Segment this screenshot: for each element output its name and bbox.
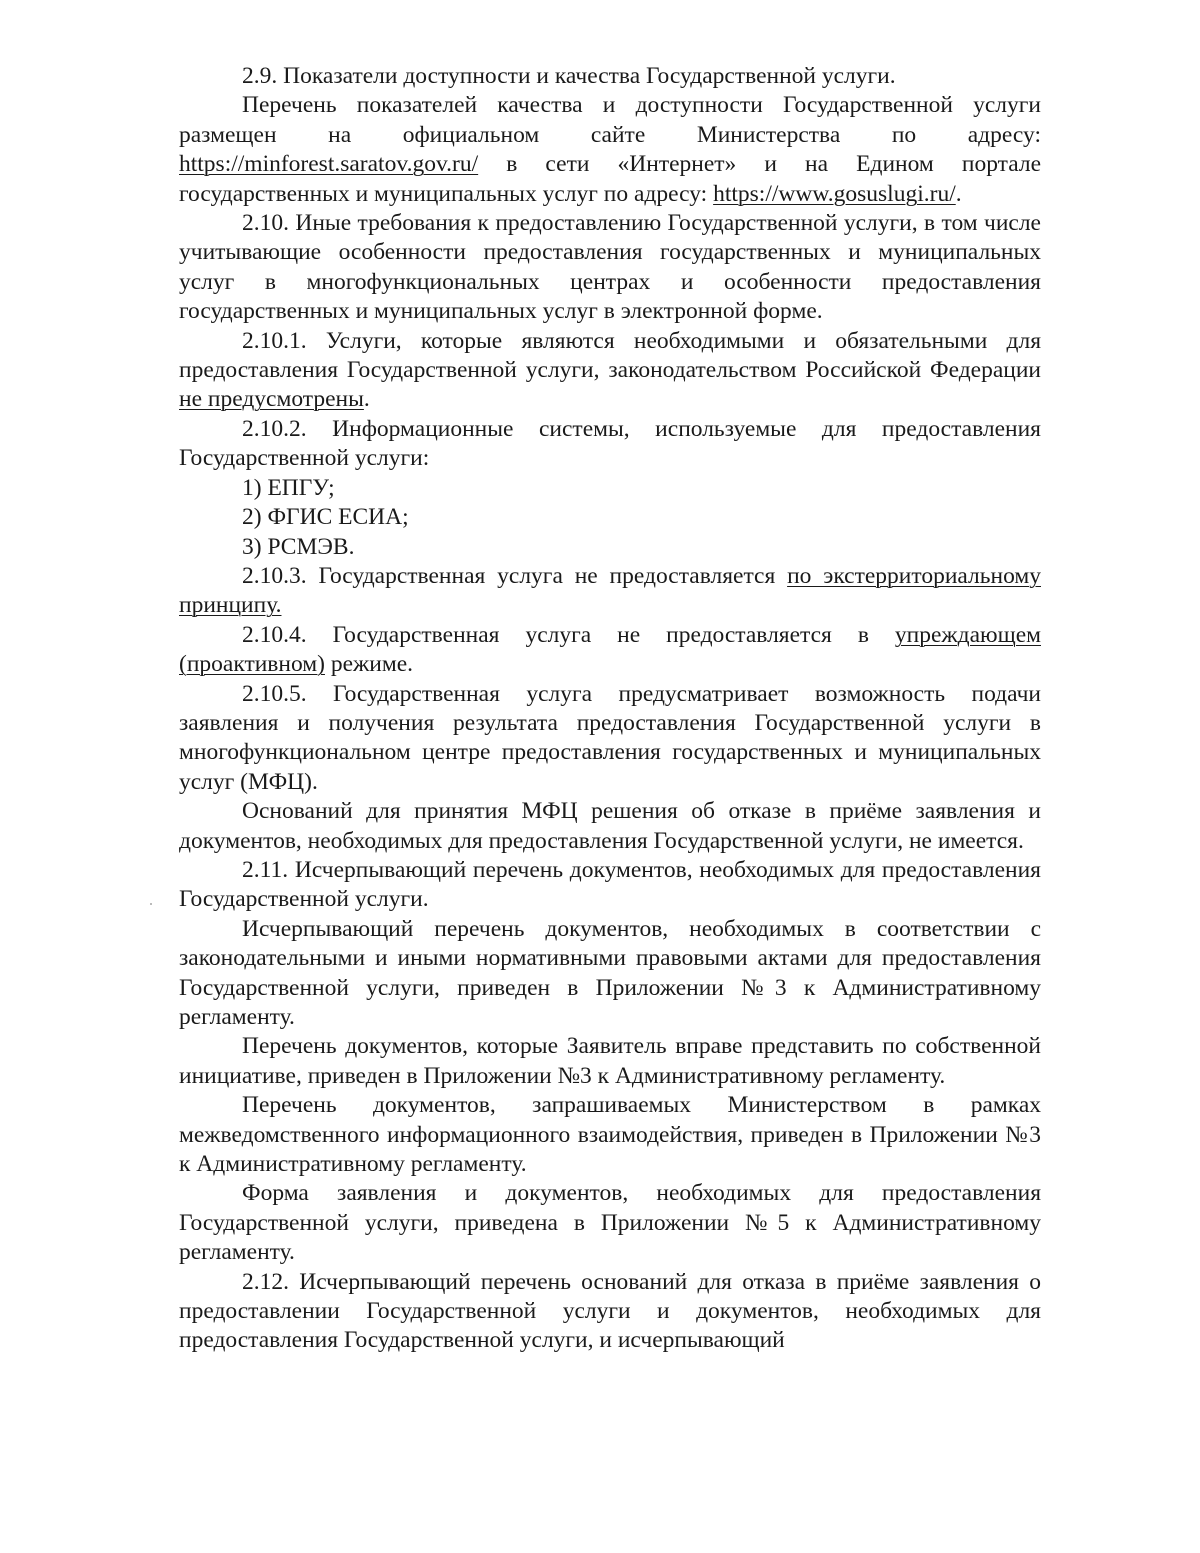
paragraph-text: . [955,180,962,207]
scan-speck [150,903,152,905]
paragraph-text: 2.10.3. Государственная услуга не предоставляется [242,562,788,589]
paragraph-interagency: Перечень документов, запрашиваемых Министерством в рамках межведомственного информационного взаимодействия, приведен в Приложении №3 к Административному регламенту. [179,1092,1041,1178]
paragraph-text: 2.10.4. Государственная услуга не предоставляется в [242,621,895,648]
list-item: 3) РСМЭВ. [242,533,355,560]
paragraph-quality-indicators [179,91,1041,209]
underlined-text: упреждающем (проактивном) [179,621,1041,678]
paragraph-mfc-refusal: Оснований для принятия МФЦ решения об отказе в приёме заявления и документов, необходимых для предоставления Государственной услуги, не имеется. [179,798,1041,854]
paragraph-2-10-2: 2.10.2. Информационные системы, используемые для предоставления Государственной услуги: [179,415,1041,472]
paragraph-own-initiative: Перечень документов, которые Заявитель вправе представить по собственной инициативе, приведен в Приложении №3 к Административному регламенту. [179,1033,1041,1089]
gosuslugi-link[interactable]: https://www.gosuslugi.ru/ [713,180,956,207]
section-heading-2-9: 2.9. Показатели доступности и качества Государственной услуги. [242,63,896,89]
underlined-text: по экстерриториальному принципу. [179,562,1041,619]
minforest-link[interactable]: https://minforest.saratov.gov.ru/ [179,151,479,178]
paragraph-text: 2.10.1. Услуги, которые являются необходимыми и обязательными для предоставления Государственной услуги, законодательством Российской Федерации [179,327,1041,384]
list-item: 1) ЕПГУ; [242,474,335,501]
paragraph-text: в сети «Интернет» и на Едином портале государственных и муниципальных услуг по адресу: [179,151,1041,207]
paragraph-documents-list: Исчерпывающий перечень документов, необходимых в соответствии с законодательными и иными нормативными правовыми актами для предоставления Государственной услуги, приведен в Приложении №3 к Административному регламенту. [179,915,1041,1030]
paragraph-2-10-5: 2.10.5. Государственная услуга предусматривает возможность подачи заявления и получения результата предоставления Государственной услуги в многофункциональном центре предоставления государственных и муниципальных услуг (МФЦ). [179,680,1041,795]
list-item: 2) ФГИС ЕСИА; [242,504,409,531]
paragraph-2-10-1 [179,327,1041,415]
paragraph-application-form: Форма заявления и документов, необходимых для предоставления Государственной услуги, приведена в Приложении №5 к Административному регламенту. [179,1180,1041,1266]
paragraph-text: режиме. [324,651,414,678]
section-heading-2-10: 2.10. Иные требования к предоставлению Государственной услуги, в том числе учитывающие особенности предоставления государственных и муниципальных услуг в многофункциональных центрах и особенности предоставления государственных и муниципальных услуг в электронной форме. [179,210,1041,325]
paragraph-text: Перечень показателей качества и доступности Государственной услуги размещен на официальном сайте Министерства по адресу: [179,92,1041,148]
paragraph-text: . [363,386,370,413]
document-page [179,62,1041,1356]
section-heading-2-12: 2.12. Исчерпывающий перечень оснований для отказа в приёме заявления о предоставлении Государственной услуги и документов, необходимых для предоставления Государственной услуги, и исчерпывающий [179,1268,1041,1354]
underlined-text: не предусмотрены [179,386,364,413]
paragraph-2-10-3 [179,562,1041,621]
section-heading-2-11: 2.11. Исчерпывающий перечень документов, необходимых для предоставления Государственной услуги. [179,856,1041,913]
paragraph-2-10-4 [179,621,1041,680]
